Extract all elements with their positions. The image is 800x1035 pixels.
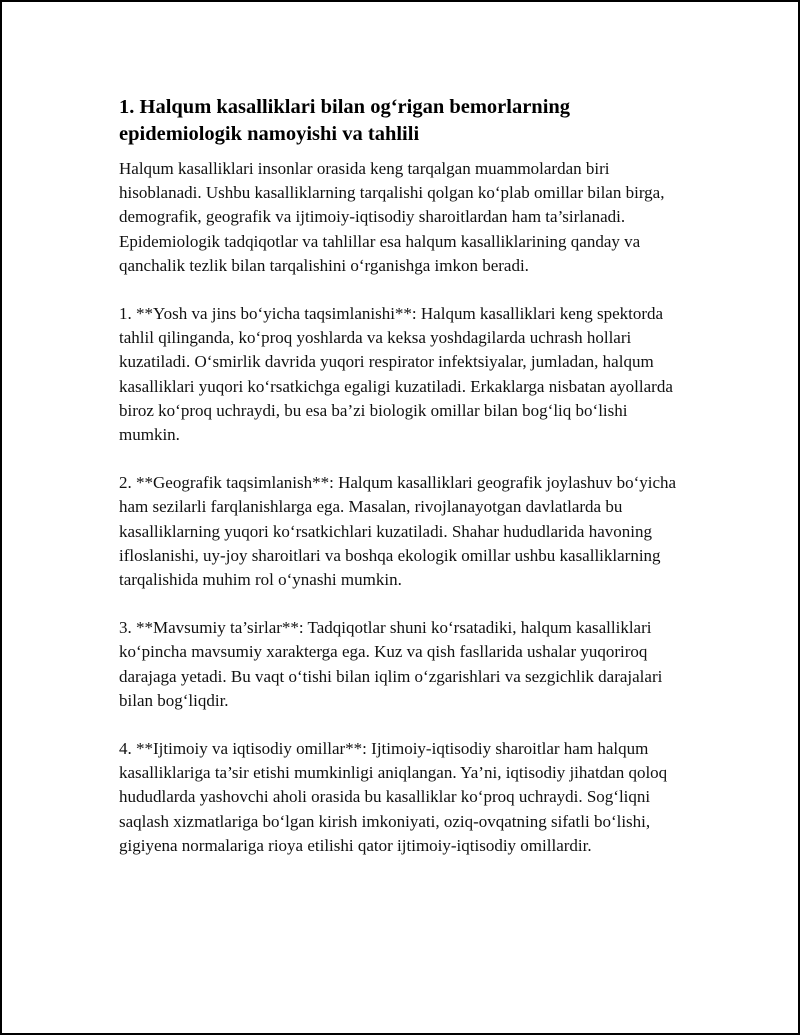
age-gender-paragraph: 1. **Yosh va jins bo‘yicha taqsimlanishi**: Halqum kasalliklari keng spektorda tahlil qilinganda, ko‘proq yoshlarda va keksa yoshdagilarda uchrash hollari kuzatiladi. O‘smirlik davrida yuqori respirator infektsiyalar, jumladan, halqum kasalliklari yuqori ko‘rsatkichga egaligi kuzatiladi. Erkaklarga nisbatan ayollarda biroz ko‘proq uchraydi, bu esa ba’zi biologik omillar bilan bog‘liq bo‘lishi mumkin. [119,304,673,445]
geography-paragraph: 2. **Geografik taqsimlanish**: Halqum kasalliklari geografik joylashuv bo‘yicha ham sezilarli farqlanishlarga ega. Masalan, rivojlanayotgan davlatlarda bu kasalliklarning yuqori ko‘rsatkichlari kuzatiladi. Shahar hududlarida havoning ifloslanishi, uy-joy sharoitlari va boshqa ekologik omillar ushbu kasalliklarning tarqalishida muhim rol o‘ynashi mumkin. [119,473,677,590]
document-title: 1. Halqum kasalliklari bilan og‘rigan bemorlarning epidemiologik namoyishi va tahlili [119,96,571,145]
seasonal-paragraph: 3. **Mavsumiy ta’sirlar**: Tadqiqotlar shuni ko‘rsatadiki, halqum kasalliklari ko‘pincha mavsumiy xarakterga ega. Kuz va qish fasllarida ushalar yuqoriroq darajaga yetadi. Bu vaqt o‘tishi bilan iqlim o‘zgarishlari va sezgichlik darajalari bilan bog‘liqdir. [119,618,663,710]
intro-paragraph: Halqum kasalliklari insonlar orasida keng tarqalgan muammolardan biri hisoblanadi. Ushbu kasalliklarning tarqalishi qolgan ko‘plab omillar bilan birga, demografik, geografik va ijtimoiy-iqtisodiy sharoitlardan ham ta’sirlanadi. Epidemiologik tadqiqotlar va tahlillar esa halqum kasalliklarining qanday va qanchalik tezlik bilan tarqalishini o‘rganishga imkon beradi. [119,159,665,275]
document-content [119,94,679,882]
socioeconomic-paragraph: 4. **Ijtimoiy va iqtisodiy omillar**: Ijtimoiy-iqtisodiy sharoitlar ham halqum kasalliklariga ta’sir etishi mumkinligi aniqlangan. Ya’ni, iqtisodiy jihatdan qoloq hududlarda yashovchi aholi orasida bu kasalliklar ko‘proq uchraydi. Sog‘liqni saqlash xizmatlariga bo‘lgan kirish imkoniyati, oziq-ovqatning sifatli bo‘lishi, gigiyena normalariga rioya etilishi qator ijtimoiy-iqtisodiy omillardir. [119,739,668,855]
